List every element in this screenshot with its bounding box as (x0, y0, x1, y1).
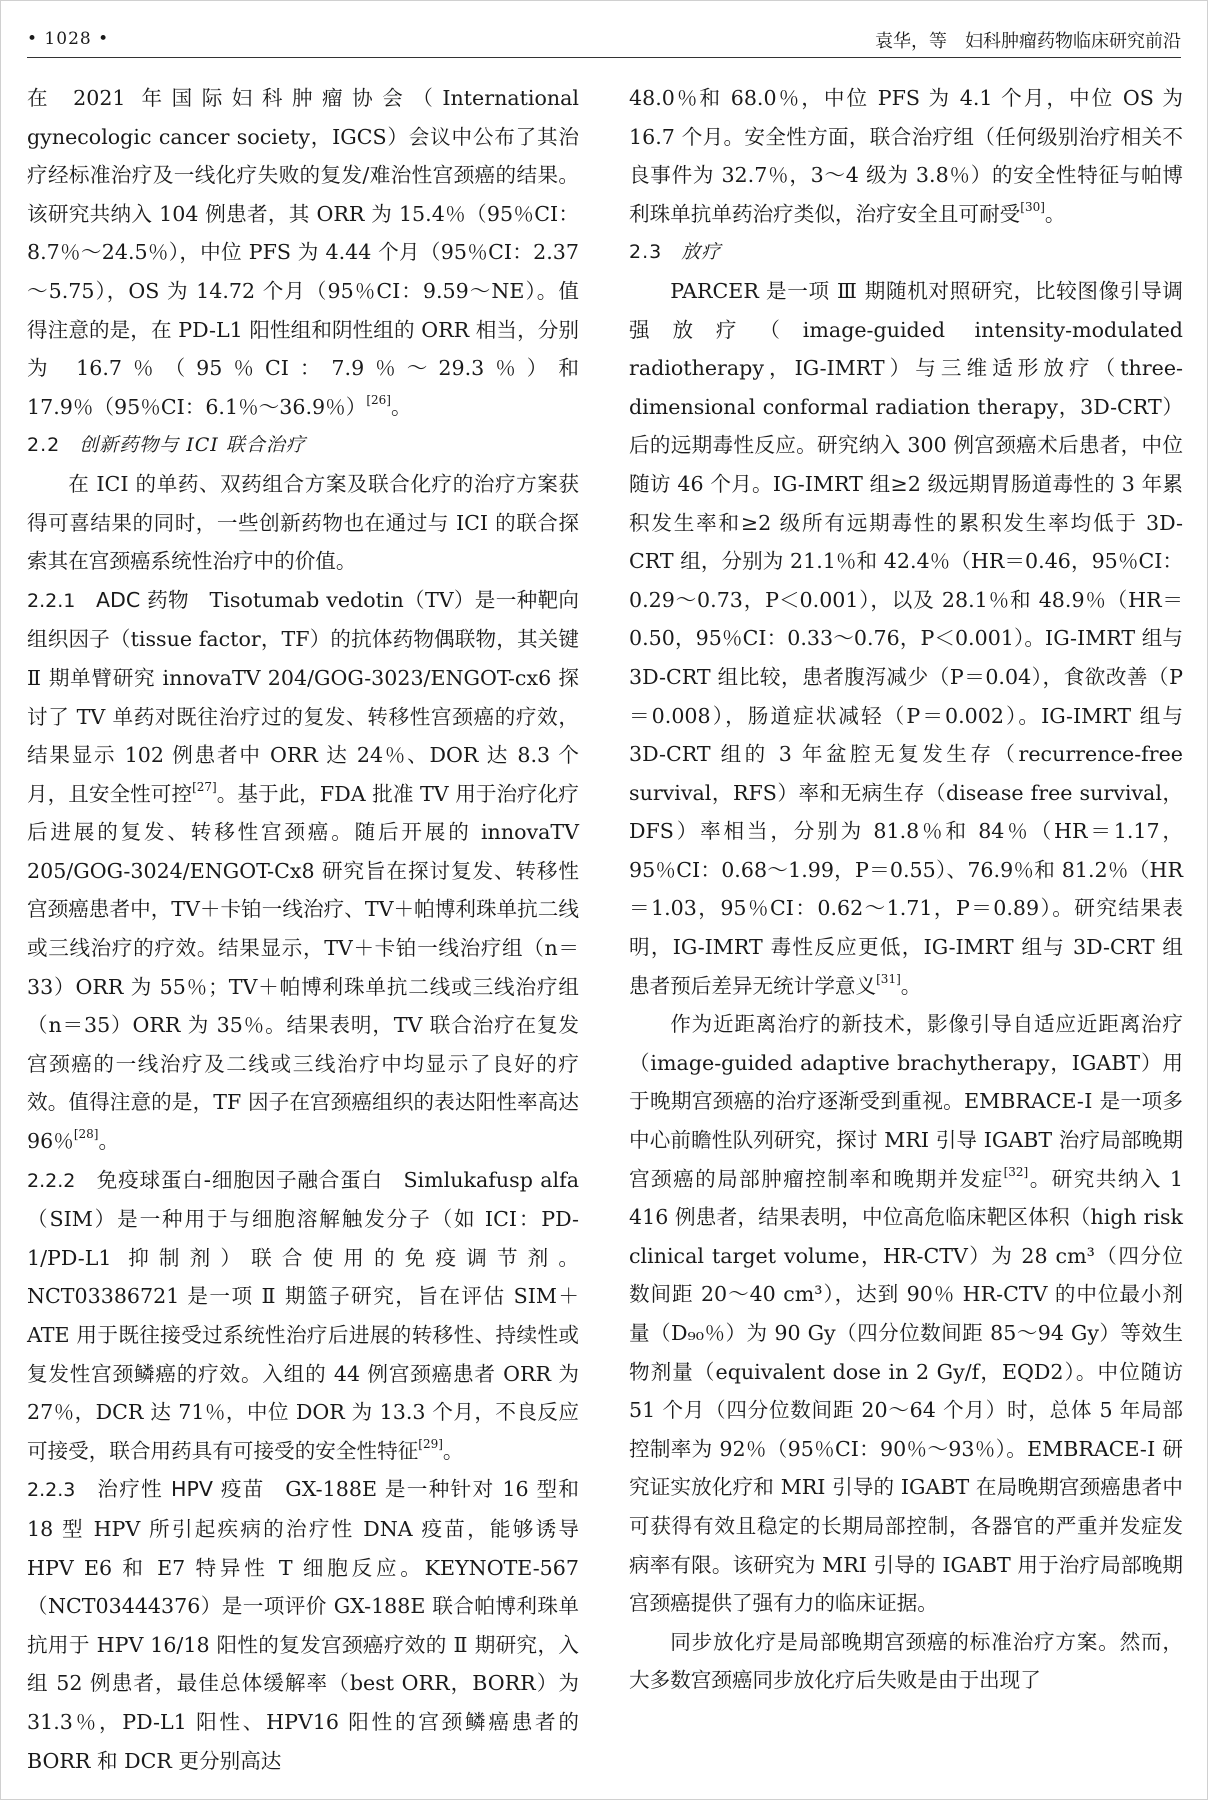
section-number: 2.2.3 (27, 1479, 76, 1502)
section-number: 2.2.1 (27, 589, 76, 612)
citation: [29] (418, 1436, 443, 1451)
section-title: 治疗性 HPV 疫苗 (95, 1477, 265, 1502)
paragraph: PARCER 是一项 Ⅲ 期随机对照研究，比较图像引导调强放疗（image-guided intensity-modulated radiotherapy，IG-IMRT）与三维适形放疗（three-dimensional conformal radiation therapy，3D-CRT）后的远期毒性反应。研究纳入 300 例宫颈癌术后患者，中位随访 46 个月。IG-IMRT 组≥2 级远期胃肠道毒性的 3 年累积发生率和≥2 级所有远期毒性的累积发生率均低于 3D-CRT 组，分别为 21.1％和 42.4％（HR＝0.46，95％CI：0.29～0.73，P＜0.001），以及 28.1％和 48.9％（HR＝0.50，95％CI：0.33～0.76，P＜0.001）。IG-IMRT 组与 3D-CRT 组比较，患者腹泻减少（P＝0.04），食欲改善（P＝0.008），肠道症状减轻（P＝0.002）。IG-IMRT 组与 3D-CRT 组的 3 年盆腔无复发生存（recurrence-free survival，RFS）率和无病生存（disease free survival，DFS）率相当，分别为 81.8％和 84％（HR＝1.17，95％CI：0.68～1.99，P＝0.55）、76.9％和 81.2％（HR＝1.03，95％CI：0.62～1.71，P＝0.89）。研究结果表明，IG-IMRT 毒性反应更低，IG-IMRT 组与 3D-CRT 组患者预后差异无统计学意义[31]。 (629, 278, 1183, 998)
section-number: 2.2.2 (27, 1169, 76, 1192)
section-title: 免疫球蛋白-细胞因子融合蛋白 (95, 1167, 383, 1192)
paragraph: 在 ICI 的单药、双药组合方案及联合化疗的治疗方案获得可喜结果的同时，一些创新药物也在通过与 ICI 的联合探索其在宫颈癌系统性治疗中的价值。 (27, 471, 579, 574)
paragraph: 同步放化疗是局部晚期宫颈癌的标准治疗方案。然而，大多数宫颈癌同步放化疗后失败是由于出现了 (629, 1629, 1183, 1693)
paragraph: 作为近距离治疗的新技术，影像引导自适应近距离治疗（image-guided adaptive brachytherapy，IGABT）用于晚期宫颈癌的治疗逐渐受到重视。EMBRACE-Ⅰ 是一项多中心前瞻性队列研究，探讨 MRI 引导 IGABT 治疗局部晚期宫颈癌的局部肿瘤控制率和晚期并发症[32]。研究共纳入 1 416 例患者，结果表明，中位高危临床靶区体积（high risk clinical target volume，HR-CTV）为 28 cm³（四分位数间距 20～40 cm³），达到 90％ HR-CTV 的中位最小剂量（D₉₀％）为 90 Gy（四分位数间距 85～94 Gy）等效生物剂量（equivalent dose in 2 Gy/f，EQD2）。中位随访 51 个月（四分位数间距 20～64 个月）时，总体 5 年局部控制率为 92％（95％CI：90％～93％）。EMBRACE-Ⅰ 研究证实放化疗和 MRI 引导的 IGABT 在局晚期宫颈癌患者中可获得有效且稳定的长期局部控制，各器官的严重并发症发病率有限。该研究为 MRI 引导的 IGABT 用于治疗局部晚期宫颈癌提供了强有力的临床证据。 (629, 1012, 1183, 1616)
paragraph: 48.0％和 68.0％，中位 PFS 为 4.1 个月，中位 OS 为 16.7 个月。安全性方面，联合治疗组（任何级别治疗相关不良事件为 32.7％，3～4 级为 3.8％）的安全性特征与帕博利珠单抗单药治疗类似，治疗安全且可耐受[30]。 (629, 86, 1183, 226)
paragraph: 2.2.3 治疗性 HPV 疫苗 GX-188E 是一种针对 16 型和 18 型 HPV 所引起疾病的治疗性 DNA 疫苗，能够诱导 HPV E6 和 E7 特异性 T 细胞反应。KEYNOTE-567（NCT03444376）是一项评价 GX-188E 联合帕博利珠单抗用于 HPV 16/18 阳性的复发宫颈癌疗效的 Ⅱ 期研究，入组 52 例患者，最佳总体缓解率（best ORR，BORR）为 31.3％，PD-L1 阳性、HPV16 阳性的宫颈鳞癌患者的 BORR 和 DCR 更分别高达 (27, 1477, 579, 1773)
paragraph: 2.2.2 免疫球蛋白-细胞因子融合蛋白 Simlukafusp alfa（SIM）是一种用于与细胞溶解触发分子（如 ICI：PD-1/PD-L1 抑制剂）联合使用的免疫调节剂。NCT03386721 是一项 Ⅱ 期篮子研究，旨在评估 SIM＋ATE 用于既往接受过系统性治疗后进展的转移性、持续性或复发性宫颈鳞癌的疗效。入组的 44 例宫颈癌患者 ORR 为 27％，DCR 达 71％，中位 DOR 为 13.3 个月，不良反应可接受，联合用药具有可接受的安全性特征[29]。 (27, 1167, 579, 1463)
page-number: • 1028 • (27, 29, 110, 49)
left-column (27, 79, 579, 1780)
running-title: 袁华，等 妇科肿瘤药物临床研究前沿 (875, 31, 1181, 52)
citation: [30] (1020, 199, 1045, 214)
section-heading-2-3: 2.3 放疗 (629, 241, 722, 264)
citation: [28] (73, 1127, 99, 1142)
paragraph: 在 2021 年国际妇科肿瘤协会（International gynecologic cancer society，IGCS）会议中公布了其治疗经标准治疗及一线化疗失败的复发/难治性宫颈癌的结果。该研究共纳入 104 例患者，其 ORR 为 15.4％（95％CI：8.7％～24.5％），中位 PFS 为 4.44 个月（95％CI：2.37～5.75），OS 为 14.72 个月（95％CI：9.59～NE）。值得注意的是，在 PD-L1 阳性组和阴性组的 ORR 相当，分别为 16.7％（95％CI：7.9％～29.3％）和 17.9％（95％CI：6.1％～36.9％）[26]。 (27, 86, 579, 419)
citation: [27] (192, 779, 217, 794)
section-heading-2-2: 2.2 创新药物与 ICI 联合治疗 (27, 434, 306, 457)
citation: [31] (876, 971, 901, 986)
citation: [26] (366, 392, 391, 407)
citation: [32] (1003, 1164, 1029, 1179)
section-title: ADC 药物 (95, 587, 189, 612)
right-column (629, 79, 1183, 1700)
paragraph: 2.2.1 ADC 药物 Tisotumab vedotin（TV）是一种靶向组织因子（tissue factor，TF）的抗体药物偶联物，其关键 Ⅱ 期单臂研究 innovaTV 204/GOG-3023/ENGOT-cx6 探讨了 TV 单药对既往治疗过的复发、转移性宫颈癌的疗效，结果显示 102 例患者中 ORR 达 24％、DOR 达 8.3 个月，且安全性可控[27]。基于此，FDA 批准 TV 用于治疗化疗后进展的复发、转移性宫颈癌。随后开展的 innovaTV 205/GOG-3024/ENGOT-Cx8 研究旨在探讨复发、转移性宫颈癌患者中，TV＋卡铂一线治疗、TV＋帕博利珠单抗二线或三线治疗的疗效。结果显示，TV＋卡铂一线治疗组（n＝33）ORR 为 55％；TV＋帕博利珠单抗二线或三线治疗组（n＝35）ORR 为 35％。结果表明，TV 联合治疗在复发宫颈癌的一线治疗及二线或三线治疗中均显示了良好的疗效。值得注意的是，TF 因子在宫颈癌组织的表达阳性率高达 96％[28]。 (27, 587, 580, 1154)
page-header (27, 23, 1181, 58)
